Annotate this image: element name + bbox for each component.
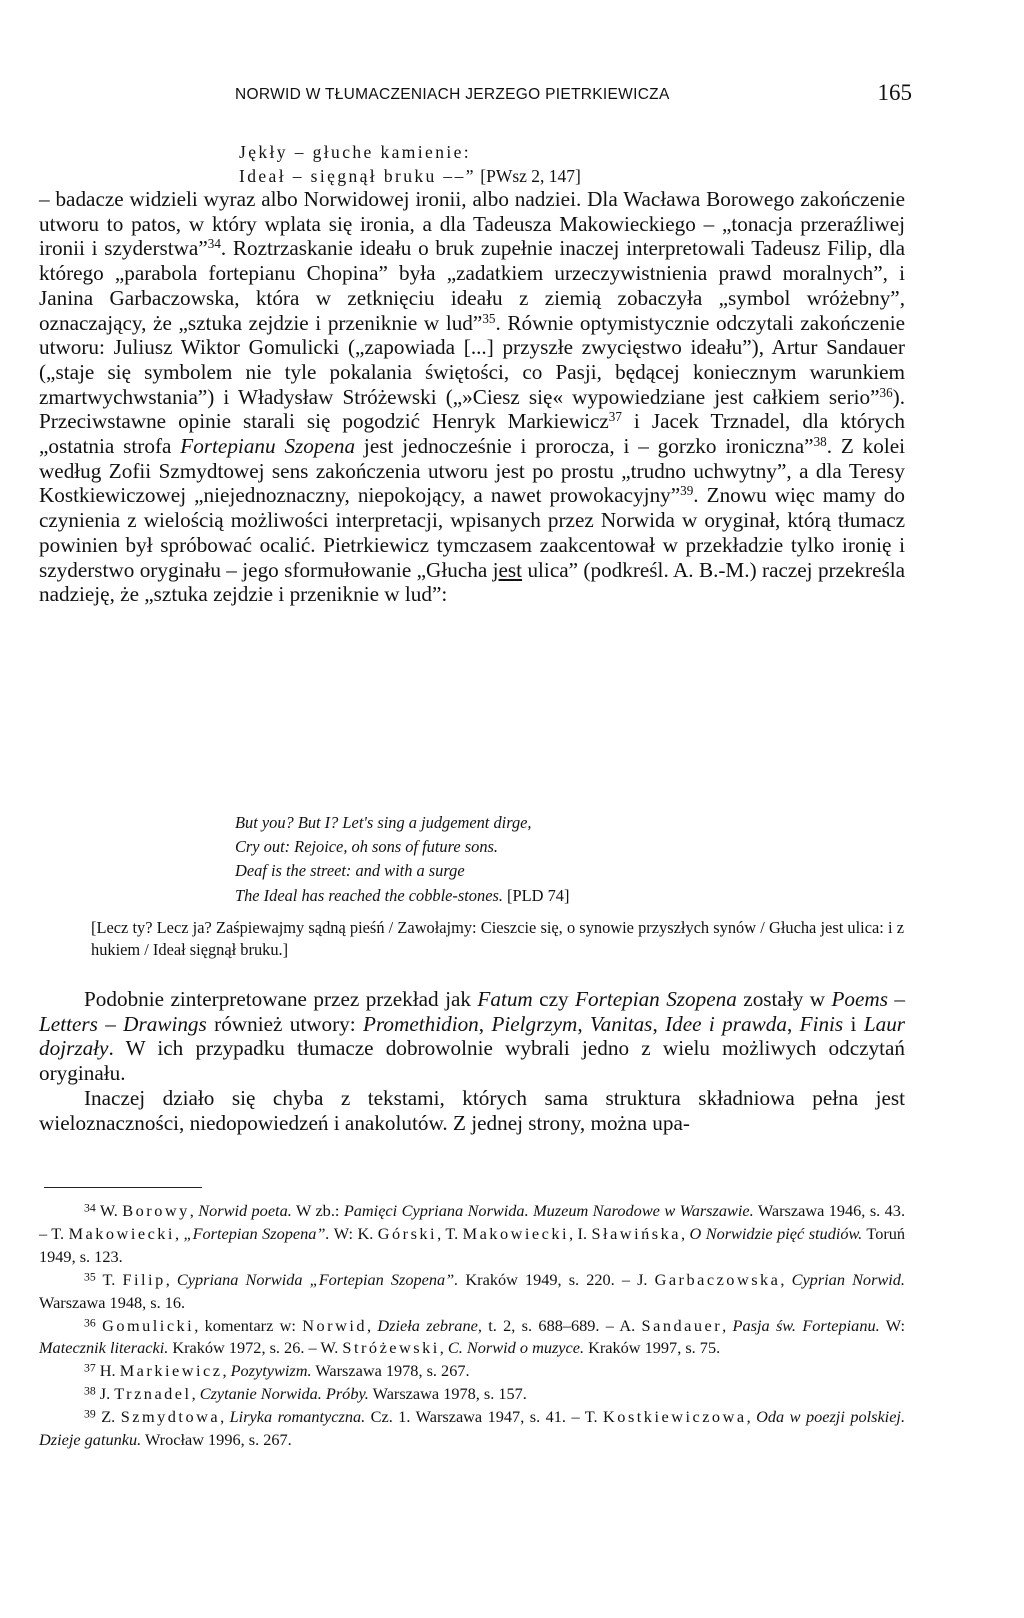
paragraph-similar-translations: Podobnie zinterpretowane przez przekład jak Fatum czy Fortepian Szopena zostały w Poems – Letters – Drawings również utwory: Promethidion, Pielgrzym, Vanitas, Idee i prawda, Finis i Laur dojrzały. W ich przypadku tłumacze dobrowolnie wybrali jedno z wielu możliwych odczytań oryginału.	[39, 987, 906, 1086]
running-title: NORWID W TŁUMACZENIACH JERZEGO PIETRKIEWICZA	[235, 86, 670, 103]
main-paragraph-1	[39, 187, 905, 607]
english-verse-quote	[235, 811, 569, 908]
footnote-37: $^{37}$ H. Markiewicz, Pozytywizm. Warszawa 1978, s. 267.	[84, 1361, 470, 1381]
footnotes	[39, 1200, 905, 1452]
footnote-ref-37: 37	[608, 409, 622, 425]
literal-translation: [Lecz ty? Lecz ja? Zaśpiewajmy sądną pieśń / Zawołajmy: Cieszcie się, o synowie przyszłych synów / Głucha jest ulica: i z hukiem / Ideał sięgnął bruku.]	[91, 918, 904, 959]
paragraph-interpretations: – badacze widzieli wyraz albo Norwidowej ironii, albo nadziei. Dla Wacława Borowego zakończenie utworu to patos, w który wplata się ironia, a dla Tadeusza Makowieckiego – „tonacja przeraźliwej ironii i szyderstwa”$^{34}$. Roztrzaskanie ideału o bruk zupełnie inaczej interpretowali Tadeusz Filip, dla którego „parabola fortepianu Chopina” była „zadatkiem urzeczywistnienia prawd moralnych”, i Janina Garbaczowska, która w zetknięciu ideału z ziemią zobaczyła „symbol wróżebny”, oznaczający, że „sztuka zejdzie i przeniknie w lud”$^{35}$. Równie optymistycznie odczytali zakończenie utworu: Juliusz Wiktor Gomulicki („zapowiada [...] przyszłe zwycięstwo ideału”), Artur Sandauer („staje się symbolem nie tyle pokalania świętości, co Pasji, będącej koniecznym warunkiem zmartwychwstania”) i Władysław Stróżewski („»Ciesz się« wypowiedziane jest całkiem serio”$^{36}$). Przeciwstawne opinie starali się pogodzić Henryk Markiewicz$^{37}$ i Jacek Trznadel, dla których „ostatnia strofa Fortepianu Szopena jest jednocześnie i prorocza, i – gorzko ironiczna”$^{38}$. Z kolei według Zofii Szmydtowej sens zakończenia utworu jest po prostu „trudno uchwytny”, a dla Teresy Kostkiewiczowej „niejednoznaczny, niepokojący, a nawet prowokacyjny”$^{39}$. Znowu więc mamy do czynienia z wielością możliwości interpretacji, wpisanych przez Norwida w oryginał, którą tłumacz powinien był spróbować ocalić. Pietrkiewicz tymczasem zaakcentował w przekładzie tylko ironię i szyderstwo oryginału – jego sformułowanie „Głucha jest ulica” (podkreśl. A. B.-M.) raczej przekreśla nadzieję, że „sztuka zejdzie i przeniknie w lud”:	[39, 187, 906, 607]
italic-title: Fortepianu Szopena	[180, 434, 356, 459]
english-verse-line-4: The Ideal has reached the cobble-stones. [PLD 74]	[235, 885, 570, 905]
footnote-ref-35: 35	[482, 310, 496, 326]
verse-line-2-text: Ideał – sięgnął bruku ––”	[239, 166, 476, 186]
footnote-35: $^{35}$ T. Filip, Cypriana Norwida „Fortepian Szopena”. Kraków 1949, s. 220. – J. Garbaczowska, Cyprian Norwid. Warszawa 1948, s. 16.	[39, 1269, 905, 1312]
english-verse-line-2: Cry out: Rejoice, oh sons of future sons.	[235, 837, 498, 857]
verse-line-1: Jękły – głuche kamienie:	[239, 142, 472, 162]
footnote-ref-36: 36	[879, 384, 893, 400]
footnote-divider	[44, 1187, 202, 1188]
footnote-ref-39: 39	[680, 483, 694, 499]
footnote-ref-38: 38	[813, 433, 827, 449]
footnote-36: $^{36}$ Gomulicki, komentarz w: Norwid, Dzieła zebrane, t. 2, s. 688–689. – A. Sandauer, Pasja św. Fortepianu. W: Matecznik literacki. Kraków 1972, s. 26. – W. Stróżewski, C. Norwid o muzyce. Kraków 1997, s. 75.	[39, 1315, 905, 1358]
english-verse-reference: [PLD 74]	[502, 885, 570, 905]
page-number: 165	[877, 80, 912, 105]
verse-line-2	[239, 164, 581, 188]
main-paragraphs-2-3	[39, 987, 905, 1135]
footnote-ref-34: 34	[207, 236, 221, 252]
footnote-38: $^{38}$ J. Trznadel, Czytanie Norwida. Próby. Warszawa 1978, s. 157.	[84, 1384, 527, 1404]
footnote-39: $^{39}$ Z. Szmydtowa, Liryka romantyczna. Cz. 1. Warszawa 1947, s. 41. – T. Kostkiewiczowa, Oda w poezji polskiej. Dzieje gatunku. Wrocław 1996, s. 267.	[39, 1407, 906, 1450]
verse-reference: [PWsz 2, 147]	[475, 166, 581, 186]
english-verse-line-3: Deaf is the street: and with a surge	[235, 861, 465, 881]
polish-verse-quote	[239, 140, 581, 188]
paragraph-ambiguity: Inaczej działo się chyba z tekstami, których sama struktura składniowa pełna jest wieloznaczności, niedopowiedzeń i anakolutów. Z jednej strony, można upa-	[39, 1085, 905, 1135]
footnote-34: $^{34}$ W. Borowy, Norwid poeta. W zb.: Pamięci Cypriana Norwida. Muzeum Narodowe w Warszawie. Warszawa 1946, s. 43. – T. Makowiecki, „Fortepian Szopena”. W: K. Górski, T. Makowiecki, I. Sławińska, O Norwidzie pięć studiów. Toruń 1949, s. 123.	[39, 1201, 906, 1266]
underlined-word: jest	[492, 557, 523, 582]
english-verse-line-1: But you? But I? Let's sing a judgement dirge,	[235, 813, 532, 832]
